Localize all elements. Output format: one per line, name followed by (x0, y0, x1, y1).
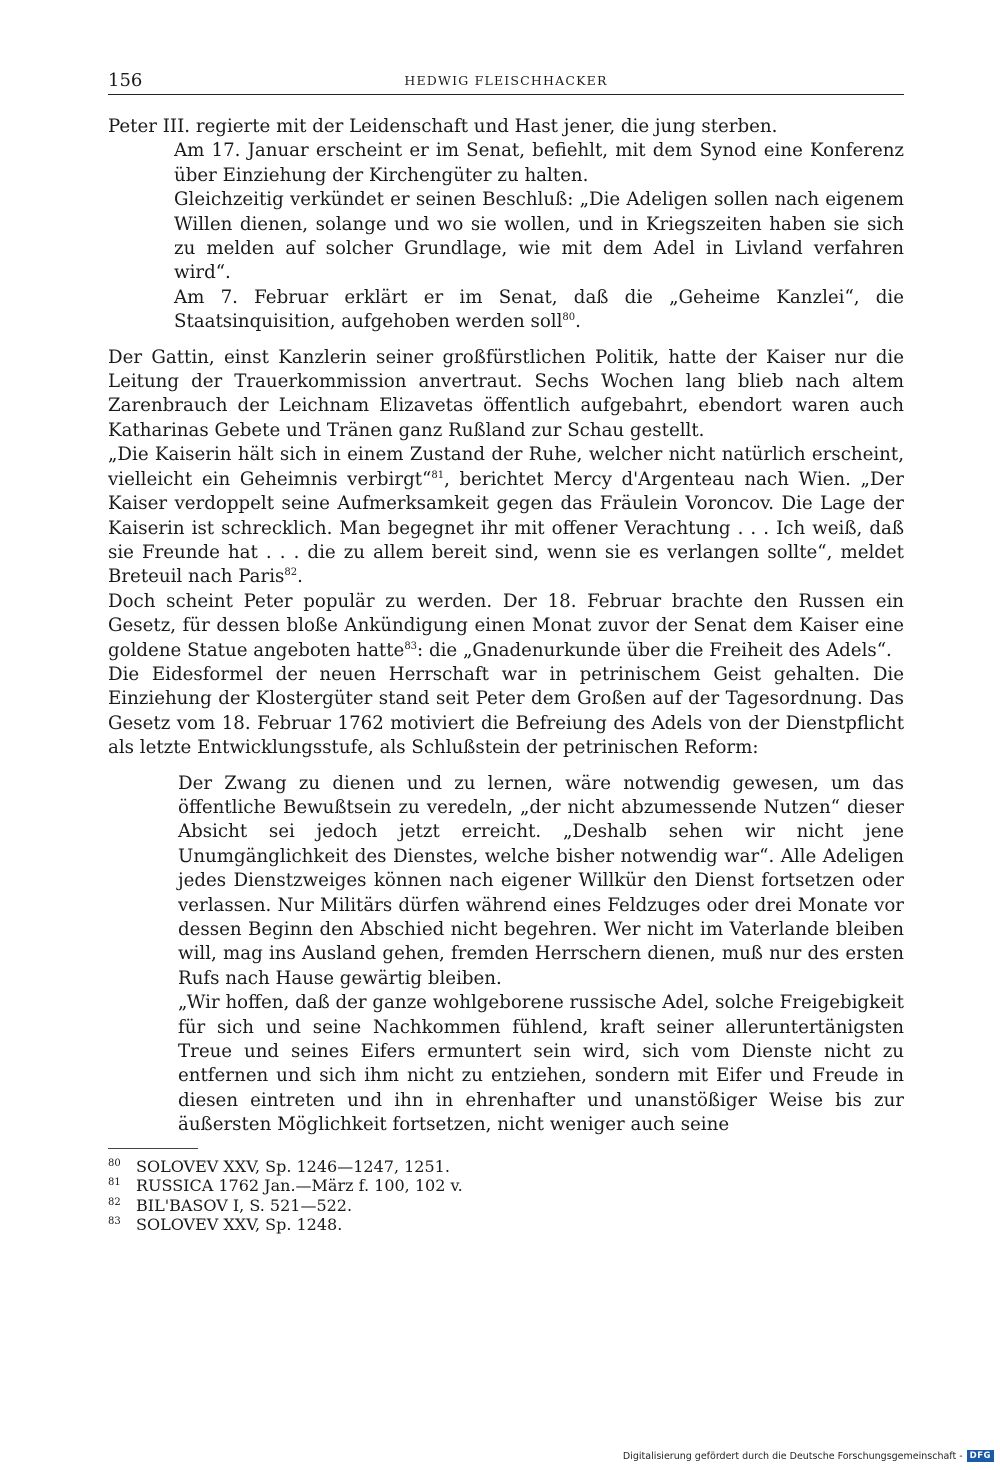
paragraph: Gleichzeitig verkündet er seinen Beschluß: „Die Adeligen sollen nach eigenem Willen dienen, solange und wo sie wollen, und in Kriegszeiten haben sie sich zu melden auf solcher Grundlage, wie mit dem Adel in Livland verfahren wird“. (174, 189, 904, 284)
footnote-text: SOLOVEV XXV, Sp. 1248. (136, 1215, 343, 1235)
footnote-text: SOLOVEV XXV, Sp. 1246—1247, 1251. (136, 1156, 450, 1176)
paragraph: Am 17. Januar erscheint er im Senat, befiehlt, mit dem Synod eine Konferenz über Einziehung der Kirchengüter zu halten. (174, 140, 904, 186)
footnote (108, 1215, 904, 1235)
quote-paragraph: Der Zwang zu dienen und zu lernen, wäre notwendig gewesen, um das öffentliche Bewußtsein zu veredeln, „der nicht abzumessende Nutzen“ dieser Absicht sei jedoch jetzt erreicht. „Deshalb sehen wir nicht jene Unumgänglichkeit des Dienstes, welche bisher notwendig war“. Alle Adeligen jedes Dienstzweiges können nach eigener Willkür den Dienst fortsetzen oder verlassen. Nur Militärs dürfen während eines Feldzuges oder drei Monate vor dessen Beginn den Abschied nicht begehren. Wer nicht im Vaterlande bleiben will, mag ins Ausland gehen, fremden Herrschern dienen, muß nur des ersten Rufs nach Hause gewärtig bleiben. (178, 772, 904, 989)
paragraph: Die Eidesformel der neuen Herrschaft war in petrinischem Geist gehalten. Die Einziehung der Klostergüter stand seit Peter dem Großen auf der Tagesordnung. Das Gesetz vom 18. Februar 1762 motiviert die Befreiung des Adels von der Dienstpflicht als letzte Entwicklungsstufe, als Schlußstein der petrinischen Reform: (108, 663, 904, 759)
paragraph-text: Doch scheint Peter populär zu werden. Der 18. Februar brachte den Russen ein Gesetz, für dessen bloße Ankündigung einen Monat zuvor der Senat dem Kaiser eine goldene Statue angeboten hatte (108, 590, 904, 661)
digitization-text: Digitalisierung gefördert durch die Deutsche Forschungsgemeinschaft - (622, 1450, 963, 1462)
footnote-mark: 82 (108, 1196, 121, 1208)
paragraph (174, 286, 904, 335)
body-text (108, 115, 904, 1138)
indented-block (174, 139, 904, 334)
running-header (108, 64, 904, 95)
digitization-credit (623, 1450, 994, 1462)
footnotes (108, 1157, 904, 1235)
page-number: 156 (108, 70, 143, 91)
paragraph-text: Am 7. Februar erklärt er im Senat, daß die „Geheime Kanzlei“, die Staatsinquisition, aufgehoben werden soll (174, 286, 904, 333)
footnote-ref: 80 (562, 312, 576, 324)
paragraph-text: , berichtet Mercy d'Argenteau nach Wien. „Der Kaiser verdoppelt seine Aufmerksamkeit gegen das Fräulein Voroncov. Die Lage der Kaiserin ist schrecklich. Man begegnet ihr mit offener Verachtung . . . Ich weiß, daß sie Freunde hat . . . die zu allem bereit sind, wenn sie es verlangen sollte“, meldet Breteuil nach Paris (108, 468, 905, 588)
footnote-mark: 80 (108, 1157, 121, 1169)
paragraph (108, 590, 904, 663)
footnote-mark: 81 (108, 1177, 121, 1189)
paragraph (108, 443, 904, 589)
document-page (108, 64, 904, 1235)
footnote-text: RUSSICA 1762 Jan.—März f. 100, 102 v. (136, 1176, 463, 1196)
paragraph: Peter III. regierte mit der Leidenschaft und Hast jener, die jung sterben. (108, 116, 778, 137)
running-title: HEDWIG FLEISCHHACKER (404, 73, 608, 88)
footnote (108, 1176, 904, 1196)
paragraph-text: . (575, 311, 581, 333)
paragraph: Der Gattin, einst Kanzlerin seiner großfürstlichen Politik, hatte der Kaiser nur die Leitung der Trauerkommission anvertraut. Sechs Wochen lang blieb nach altem Zarenbrauch der Leichnam Elizavetas öffentlich aufgebahrt, ebendort waren auch Katharinas Gebete und Tränen ganz Rußland zur Schau gestellt. (108, 346, 904, 441)
footnote-divider (108, 1148, 198, 1149)
dfg-logo: DFG (967, 1450, 994, 1462)
footnote-ref: 83 (404, 640, 418, 652)
footnote-ref: 82 (284, 567, 298, 579)
paragraph-text: „Die Kaiserin hält sich in einem Zustand der Ruhe, welcher nicht natürlich erscheint, vielleicht ein Geheimnis verbirgt“ (108, 444, 904, 490)
quote-paragraph: „Wir hoffen, daß der ganze wohlgeborene russische Adel, solche Freigebigkeit für sich und seine Nachkommen fühlend, kraft seiner alleruntertänigsten Treue und seines Eifers ermuntert sein wird, sich vom Dienste nicht zu entfernen und sich ihm nicht zu entziehen, sondern mit Eifer und Freude in diesen eintreten und ihn in ehrenhafter und unanstößiger Weise bis zur äußersten Möglichkeit fortsetzen, nicht weniger auch seine (178, 992, 904, 1136)
footnote-mark: 83 (108, 1216, 121, 1228)
block-quote (178, 772, 904, 1138)
footnote-ref: 81 (431, 469, 445, 481)
footnote (108, 1196, 904, 1216)
footnote-text: BIL'BASOV I, S. 521—522. (136, 1195, 353, 1215)
footnote (108, 1157, 904, 1177)
paragraph-text: . (297, 566, 303, 588)
paragraph-text: : die „Gnadenurkunde über die Freiheit des Adels“. (417, 639, 892, 661)
